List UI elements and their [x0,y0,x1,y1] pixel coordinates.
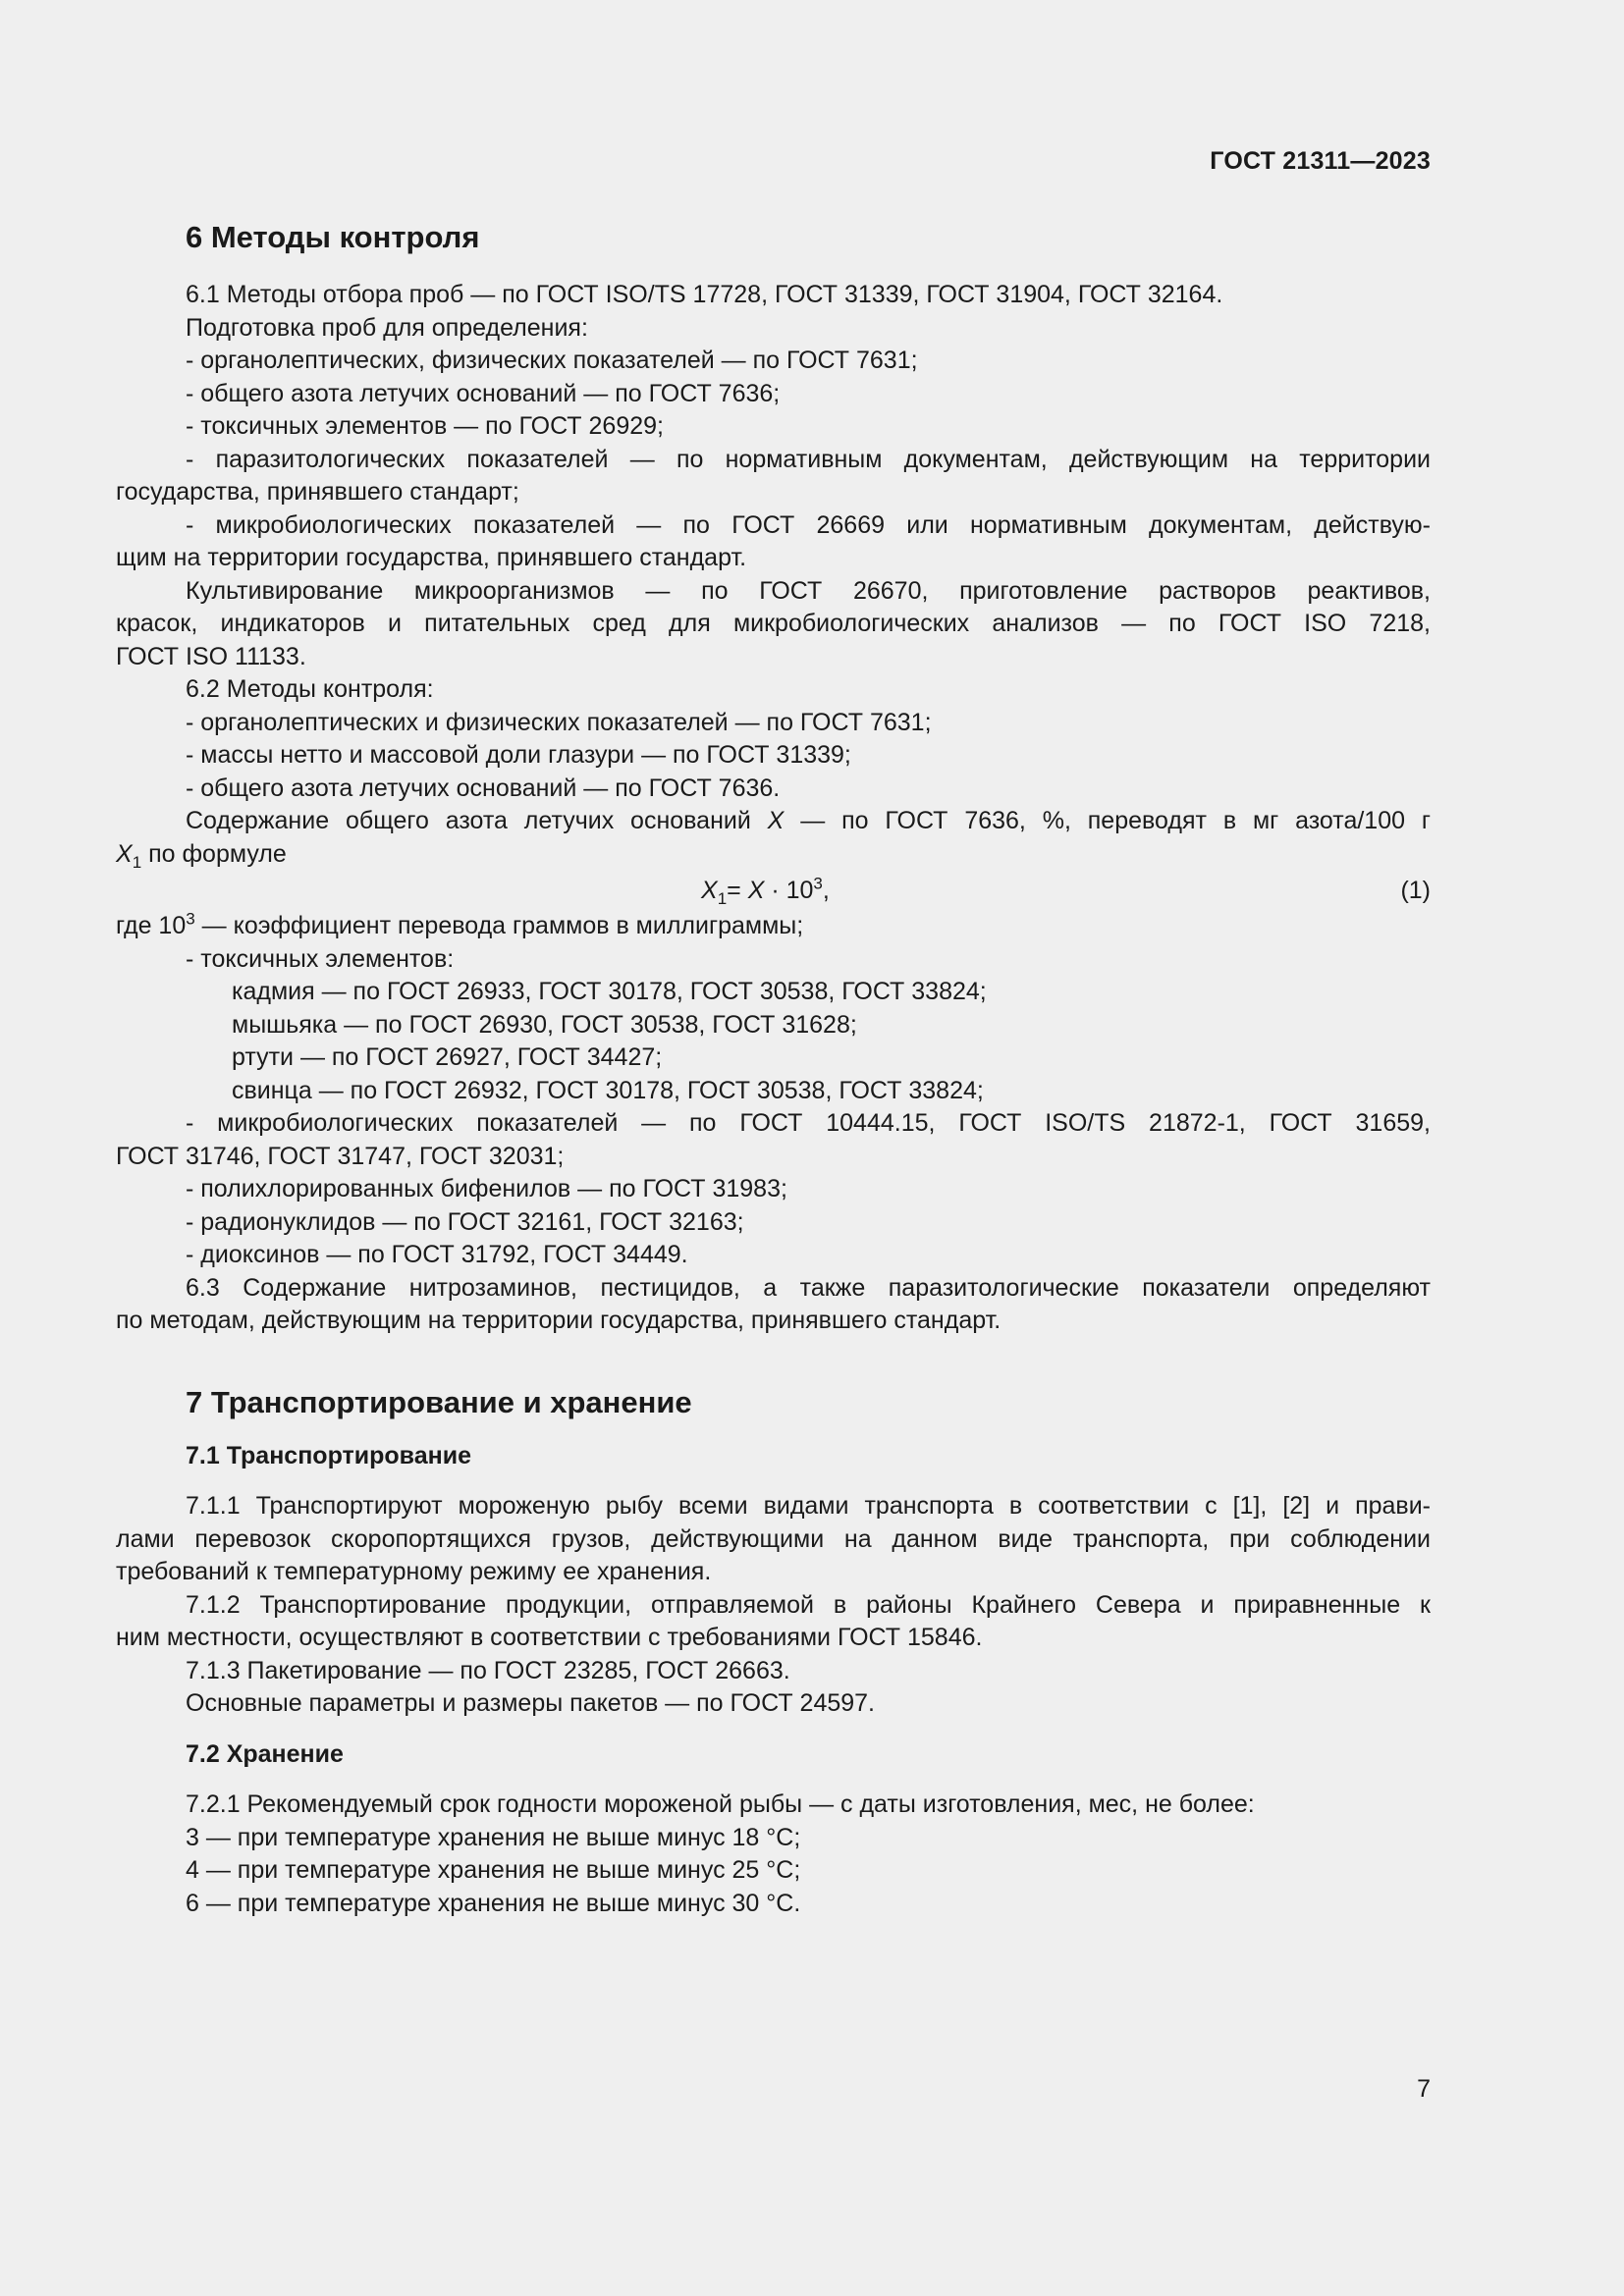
clause-7-1-1-line-1: 7.1.1 Транспортируют мороженую рыбу всеми видами транспорта в соответствии с [1], [2] и прави- [186,1492,1431,1520]
standard-designation: ГОСТ 21311—2023 [1210,147,1431,175]
clause-7-2-1: 7.2.1 Рекомендуемый срок годности мороженой рыбы — с даты изготовления, мес, не более: [186,1790,1255,1818]
cultivation-line-3: ГОСТ ISO 11133. [116,642,306,670]
toxic-intro: - токсичных элементов: [186,944,455,973]
section-6-title: 6 Методы контроля [186,220,480,254]
formula-number: (1) [1400,877,1431,904]
clause-7-1-2-line-1: 7.1.2 Транспортирование продукции, отправляемой в районы Крайнего Севера и приравненные к [186,1590,1431,1619]
page-number: 7 [1417,2075,1431,2103]
prep-item-4-line-1: - паразитологических показателей — по нормативным документам, действующим на территории [186,445,1431,473]
control-item-1: - органолептических и физических показателей — по ГОСТ 7631; [186,708,932,736]
shelf-life-1: 3 — при температуре хранения не выше минус 18 °С; [186,1823,801,1851]
pcb-item: - полихлорированных бифенилов — по ГОСТ 31983; [186,1175,787,1202]
clause-7-1-3: 7.1.3 Пакетирование — по ГОСТ 23285, ГОСТ 26663. [186,1656,790,1684]
formula-1 [116,871,1431,910]
nitrogen-content-line-1: Содержание общего азота летучих оснований X — по ГОСТ 7636, %, переводят в мг азота/100 г [186,807,1431,834]
prep-item-5-line-1: - микробиологических показателей — по ГОСТ 26669 или нормативным документам, действую- [186,510,1431,539]
cultivation-line-1: Культивирование микроорганизмов — по ГОСТ 26670, приготовление растворов реактивов, [186,576,1431,605]
formula-expression: $X_1= X \cdot 10^3$, [701,874,830,908]
prep-intro: Подготовка проб для определения: [186,313,588,342]
dioxin-item: - диоксинов — по ГОСТ 31792, ГОСТ 34449. [186,1241,688,1268]
prep-item-5-line-2: щим на территории государства, принявшего стандарт. [116,544,747,571]
toxic-cadmium: кадмия — по ГОСТ 26933, ГОСТ 30178, ГОСТ 30538, ГОСТ 33824; [232,978,987,1005]
clause-7-1-3-params: Основные параметры и размеры пакетов — по ГОСТ 24597. [186,1689,876,1717]
clause-6-1: 6.1 Методы отбора проб — по ГОСТ ISO/TS 17728, ГОСТ 31339, ГОСТ 31904, ГОСТ 32164. [186,281,1223,308]
page-content [116,218,1431,1920]
toxic-arsenic: мышьяка — по ГОСТ 26930, ГОСТ 30538, ГОСТ 31628; [232,1010,857,1039]
shelf-life-3: 6 — при температуре хранения не выше минус 30 °С. [186,1889,801,1917]
prep-item-2: - общего азота летучих оснований — по ГОСТ 7636; [186,379,781,407]
toxic-mercury: ртути — по ГОСТ 26927, ГОСТ 34427; [232,1043,663,1071]
subsection-7-1-title: 7.1 Транспортирование [186,1441,471,1469]
subsection-7-2-title: 7.2 Хранение [186,1739,344,1768]
shelf-life-2: 4 — при температуре хранения не выше минус 25 °С; [186,1856,801,1884]
clause-6-2: 6.2 Методы контроля: [186,675,434,703]
clause-6-3-line-2: по методам, действующим на территории государства, принявшего стандарт. [116,1307,1001,1334]
formula-where: где $10^3$ — коэффициент перевода граммов в миллиграммы; [116,909,804,939]
radionuclide-item: - радионуклидов — по ГОСТ 32161, ГОСТ 32163; [186,1207,744,1236]
clause-7-1-1-line-2: лами перевозок скоропортящихся грузов, действующими на данном виде транспорта, при соблюдении [116,1524,1431,1553]
prep-item-3: - токсичных элементов — по ГОСТ 26929; [186,412,664,440]
nitrogen-content-line-2: $X_1$ по формуле [116,839,287,872]
control-item-3: - общего азота летучих оснований — по ГОСТ 7636. [186,774,781,802]
micro-line-1: - микробиологических показателей — по ГОСТ 10444.15, ГОСТ ISO/TS 21872-1, ГОСТ 31659, [186,1109,1431,1137]
clause-7-1-1-line-3: требований к температурному режиму ее хранения. [116,1558,712,1585]
clause-7-1-2-line-2: ним местности, осуществляют в соответствии с требованиями ГОСТ 15846. [116,1624,983,1651]
control-item-2: - массы нетто и массовой доли глазури — по ГОСТ 31339; [186,741,851,769]
toxic-lead: свинца — по ГОСТ 26932, ГОСТ 30178, ГОСТ 30538, ГОСТ 33824; [232,1076,984,1104]
prep-item-1: - органолептических, физических показателей — по ГОСТ 7631; [186,347,918,374]
cultivation-line-2: красок, индикаторов и питательных сред для микробиологических анализов — по ГОСТ ISO 7218, [116,610,1431,637]
section-7-title: 7 Транспортирование и хранение [186,1384,692,1419]
prep-item-4-line-2: государства, принявшего стандарт; [116,478,519,506]
micro-line-2: ГОСТ 31746, ГОСТ 31747, ГОСТ 32031; [116,1142,565,1170]
clause-6-3-line-1: 6.3 Содержание нитрозаминов, пестицидов, а также паразитологические показатели определяют [186,1273,1431,1302]
